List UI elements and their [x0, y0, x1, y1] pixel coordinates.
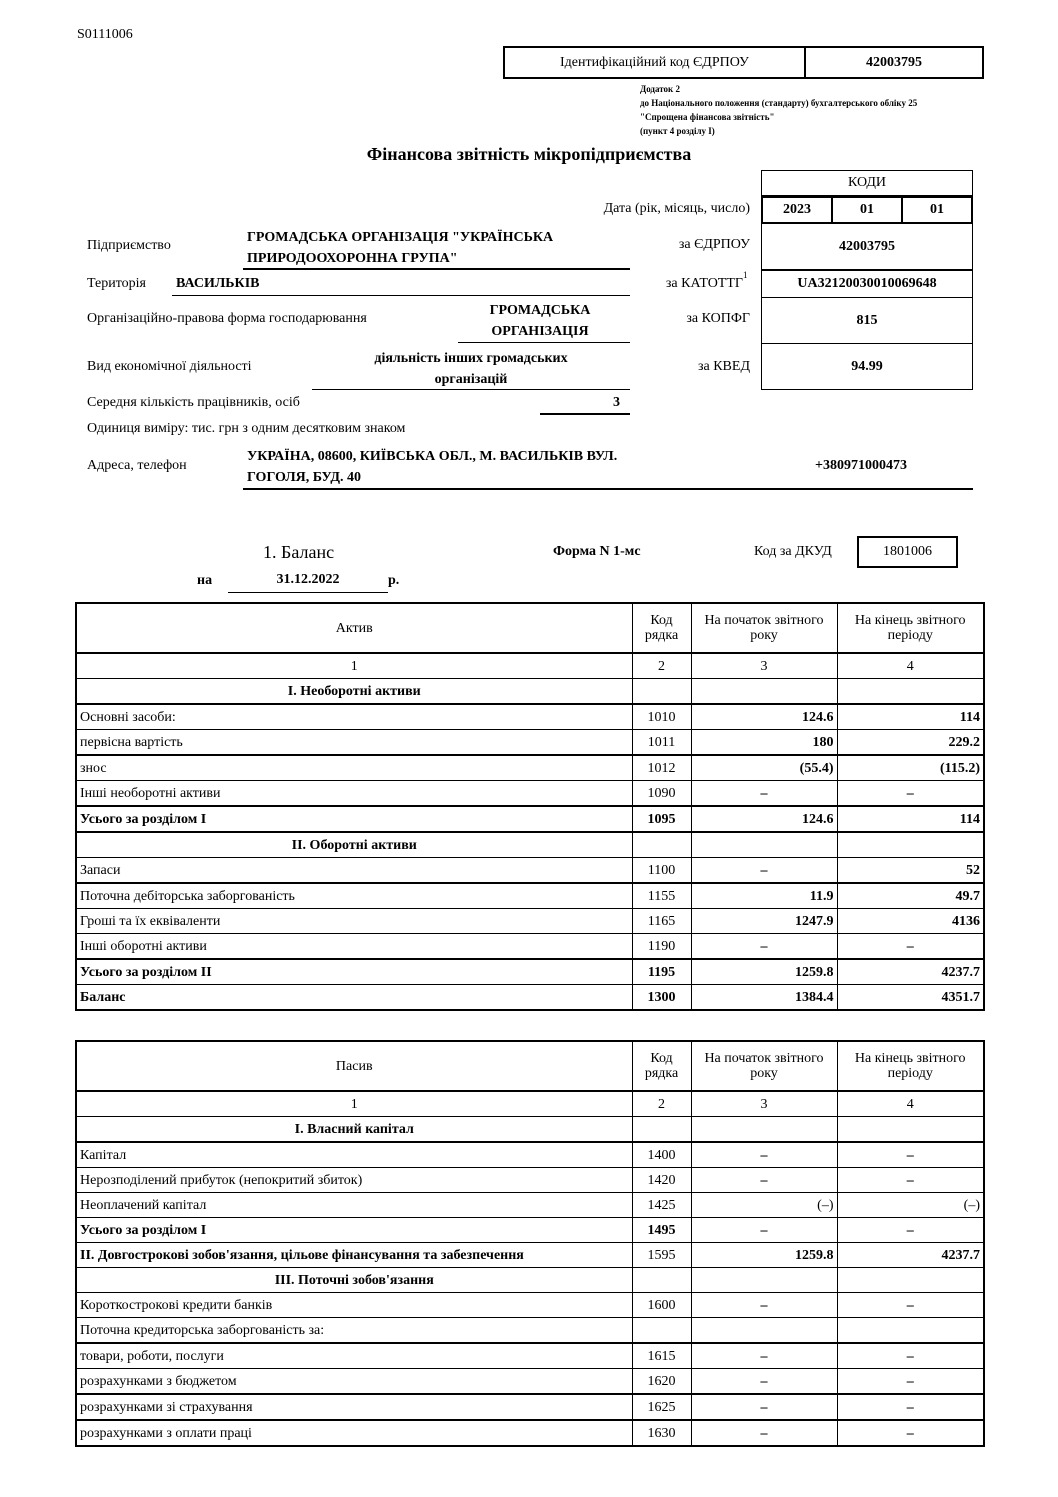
- row-start: –: [691, 781, 837, 807]
- row-end: [837, 1318, 984, 1344]
- row-end: –: [837, 781, 984, 807]
- row-start: 1247.9: [691, 909, 837, 934]
- activity-value: [312, 348, 630, 390]
- balance-date: 31.12.2022: [276, 572, 340, 587]
- header-text: періоду: [887, 628, 933, 643]
- row-label: Поточна кредиторська заборгованість за:: [76, 1318, 632, 1344]
- row-code: [632, 1117, 691, 1143]
- table-row: [76, 1318, 984, 1344]
- row-code: 1012: [632, 755, 691, 781]
- katottg-label: за КАТОТТГ: [665, 276, 743, 291]
- row-code: 1595: [632, 1243, 691, 1268]
- assets-header-row: [76, 603, 984, 653]
- liabilities-header-row: [76, 1041, 984, 1091]
- row-end: –: [837, 1343, 984, 1369]
- table-row: [76, 730, 984, 756]
- row-start: –: [691, 934, 837, 960]
- address-line: УКРАЇНА, 08600, КИЇВСЬКА ОБЛ., М. ВАСИЛЬКІВ ВУЛ.: [247, 449, 618, 464]
- table-row: [76, 704, 984, 730]
- date-label: Дата (рік, місяць, число): [603, 201, 750, 216]
- col-number: 2: [632, 1091, 691, 1117]
- header-text: Код: [650, 1051, 673, 1066]
- page-title: [0, 144, 1058, 165]
- enterprise-underline: [243, 268, 630, 270]
- legal-form-line: ГРОМАДСЬКА: [489, 303, 591, 318]
- row-code: 1011: [632, 730, 691, 756]
- row-code: [632, 1318, 691, 1344]
- col-number: 4: [837, 1091, 984, 1117]
- activity-line: організацій: [434, 372, 508, 387]
- balance-title: 1. Баланс: [263, 542, 335, 562]
- col-number: 3: [691, 1091, 837, 1117]
- section-heading: ІІІ. Поточні зобов'язання: [76, 1268, 632, 1293]
- header-text: періоду: [887, 1066, 933, 1081]
- enterprise-name: [247, 227, 553, 269]
- col-number: 1: [76, 1091, 632, 1117]
- row-code: 1425: [632, 1193, 691, 1218]
- activity-label: Вид економічної діяльності: [87, 359, 252, 374]
- col-number: 1: [76, 653, 632, 679]
- row-code: 1100: [632, 858, 691, 884]
- header-text: року: [750, 1066, 778, 1081]
- row-end: 4351.7: [837, 985, 984, 1011]
- row-start: –: [691, 1168, 837, 1193]
- header-text: На кінець звітного: [854, 613, 966, 628]
- territory-label: Територія: [87, 276, 146, 291]
- appendix-line: (пункт 4 розділу І): [640, 126, 715, 136]
- row-end: 114: [837, 806, 984, 832]
- edrpou-box-value: 42003795: [866, 54, 922, 70]
- row-end: 52: [837, 858, 984, 884]
- row-start: [691, 832, 837, 858]
- row-code: 1420: [632, 1168, 691, 1193]
- appendix-line: Додаток 2: [640, 84, 680, 94]
- row-code: 1155: [632, 883, 691, 909]
- assets-header-activ: Актив: [76, 603, 632, 653]
- legal-form-line: ОРГАНІЗАЦІЯ: [491, 324, 589, 339]
- row-code: [632, 1268, 691, 1293]
- row-label: Запаси: [76, 858, 632, 884]
- table-row: [76, 858, 984, 884]
- assets-header-start: [691, 603, 837, 653]
- col-number: 3: [691, 653, 837, 679]
- table-row: [76, 1420, 984, 1446]
- row-start: [691, 1117, 837, 1143]
- table-row: [76, 1168, 984, 1193]
- row-label: ІІ. Довгострокові зобов'язання, цільове фінансування та забезпечення: [76, 1243, 632, 1268]
- row-end: [837, 1268, 984, 1293]
- codes-block: [761, 170, 973, 390]
- date-day: 01: [901, 196, 973, 224]
- row-code: 1190: [632, 934, 691, 960]
- row-label: Гроші та їх еквіваленти: [76, 909, 632, 934]
- table-row: [76, 1369, 984, 1395]
- enterprise-label: Підприємство: [87, 238, 171, 253]
- address-label: Адреса, телефон: [87, 458, 187, 473]
- row-start: 11.9: [691, 883, 837, 909]
- row-start: (–): [691, 1193, 837, 1218]
- row-code: 1300: [632, 985, 691, 1011]
- row-label: Баланс: [76, 985, 632, 1011]
- row-start: [691, 1268, 837, 1293]
- row-end: [837, 1117, 984, 1143]
- row-label: Усього за розділом І: [76, 1218, 632, 1243]
- row-start: –: [691, 1420, 837, 1446]
- assets-colnum-row: [76, 653, 984, 679]
- row-end: –: [837, 1293, 984, 1318]
- liabilities-header-code: [632, 1041, 691, 1091]
- row-start: (55.4): [691, 755, 837, 781]
- header-text: На початок звітного: [704, 613, 824, 628]
- row-end: [837, 679, 984, 705]
- row-end: –: [837, 1142, 984, 1168]
- table-row: [76, 1142, 984, 1168]
- row-label: Основні засоби:: [76, 704, 632, 730]
- table-row: [76, 959, 984, 985]
- table-row: [76, 883, 984, 909]
- edrpou-label: за ЄДРПОУ: [678, 237, 750, 252]
- assets-header-end: [837, 603, 984, 653]
- row-label: Усього за розділом І: [76, 806, 632, 832]
- table-row: [76, 934, 984, 960]
- col-number: 2: [632, 653, 691, 679]
- row-code: [632, 832, 691, 858]
- territory-underline: [172, 295, 630, 296]
- liabilities-table: [75, 1040, 985, 1447]
- row-start: –: [691, 858, 837, 884]
- row-end: (115.2): [837, 755, 984, 781]
- row-start: 1259.8: [691, 1243, 837, 1268]
- row-label: Інші необоротні активи: [76, 781, 632, 807]
- table-row: [76, 1268, 984, 1293]
- katottg-code: UA32120030010069648: [761, 269, 973, 298]
- row-label: товари, роботи, послуги: [76, 1343, 632, 1369]
- row-start: 1384.4: [691, 985, 837, 1011]
- row-end: 229.2: [837, 730, 984, 756]
- header-text: Код: [650, 613, 673, 628]
- row-end: 4237.7: [837, 1243, 984, 1268]
- row-label: розрахунками зі страхування: [76, 1394, 632, 1420]
- edrpou-box: [503, 46, 984, 79]
- employees-label: Середня кількість працівників, осіб: [87, 395, 300, 410]
- employees-underline: [540, 413, 630, 415]
- enterprise-name-line: ГРОМАДСЬКА ОРГАНІЗАЦІЯ "УКРАЇНСЬКА: [247, 230, 554, 245]
- row-code: 1620: [632, 1369, 691, 1395]
- row-end: 4237.7: [837, 959, 984, 985]
- row-code: 1195: [632, 959, 691, 985]
- row-start: 1259.8: [691, 959, 837, 985]
- row-start: 124.6: [691, 806, 837, 832]
- row-end: –: [837, 1420, 984, 1446]
- row-label: Короткострокові кредити банків: [76, 1293, 632, 1318]
- codes-header: КОДИ: [761, 170, 973, 196]
- activity-underline: [312, 389, 630, 390]
- row-label: Інші оборотні активи: [76, 934, 632, 960]
- row-start: –: [691, 1369, 837, 1395]
- row-end: 49.7: [837, 883, 984, 909]
- enterprise-name-line: ПРИРОДООХОРОННА ГРУПА": [247, 251, 458, 266]
- section-heading: І. Власний капітал: [76, 1117, 632, 1143]
- row-code: 1625: [632, 1394, 691, 1420]
- row-start: [691, 679, 837, 705]
- edrpou-code: 42003795: [761, 222, 973, 270]
- table-row: [76, 806, 984, 832]
- page-title-text: Фінансова звітність мікропідприємства: [366, 144, 692, 164]
- kved-label: за КВЕД: [697, 359, 750, 374]
- section-heading: І. Необоротні активи: [76, 679, 632, 705]
- row-start: –: [691, 1343, 837, 1369]
- employees-value: 3: [613, 395, 620, 410]
- row-code: [632, 679, 691, 705]
- row-code: 1600: [632, 1293, 691, 1318]
- row-end: –: [837, 1394, 984, 1420]
- appendix-note: [640, 82, 917, 138]
- row-start: [691, 1318, 837, 1344]
- table-row: [76, 1293, 984, 1318]
- dkud-value: 1801006: [857, 536, 958, 568]
- balance-year-suffix: р.: [388, 573, 400, 588]
- liabilities-header-end: [837, 1041, 984, 1091]
- row-code: 1630: [632, 1420, 691, 1446]
- row-end: 114: [837, 704, 984, 730]
- row-code: 1090: [632, 781, 691, 807]
- table-row: [76, 781, 984, 807]
- row-end: 4136: [837, 909, 984, 934]
- unit-label: Одиниця виміру: тис. грн з одним десятковим знаком: [87, 421, 406, 436]
- row-code: 1010: [632, 704, 691, 730]
- table-row: [76, 1218, 984, 1243]
- row-label: знос: [76, 755, 632, 781]
- row-end: –: [837, 1369, 984, 1395]
- balance-on-label: на: [197, 573, 213, 588]
- address-underline: [243, 488, 973, 490]
- row-end: (–): [837, 1193, 984, 1218]
- phone-value: +380971000473: [815, 458, 907, 473]
- form-number: Форма N 1-мс: [553, 544, 641, 559]
- legal-form-label: Організаційно-правова форма господарювання: [87, 311, 367, 326]
- row-code: 1495: [632, 1218, 691, 1243]
- row-label: розрахунками з оплати праці: [76, 1420, 632, 1446]
- header-text: На початок звітного: [704, 1051, 824, 1066]
- row-end: –: [837, 934, 984, 960]
- kved-code: 94.99: [761, 343, 973, 390]
- row-label: Нерозподілений прибуток (непокритий збиток): [76, 1168, 632, 1193]
- row-start: –: [691, 1218, 837, 1243]
- row-label: первісна вартість: [76, 730, 632, 756]
- table-row: [76, 909, 984, 934]
- balance-date-underline: [228, 592, 388, 593]
- row-end: –: [837, 1218, 984, 1243]
- activity-line: діяльність інших громадських: [374, 351, 568, 366]
- liabilities-colnum-row: [76, 1091, 984, 1117]
- row-code: 1615: [632, 1343, 691, 1369]
- territory-value: ВАСИЛЬКІВ: [176, 276, 260, 291]
- row-end: [837, 832, 984, 858]
- header-text: На кінець звітного: [854, 1051, 966, 1066]
- kopfg-label: за КОПФГ: [686, 311, 750, 326]
- edrpou-box-label: Ідентифікаційний код ЄДРПОУ: [505, 48, 806, 77]
- table-row: [76, 1243, 984, 1268]
- date-month: 01: [831, 196, 903, 224]
- table-row: [76, 1394, 984, 1420]
- row-label: Неоплачений капітал: [76, 1193, 632, 1218]
- row-label: Усього за розділом ІІ: [76, 959, 632, 985]
- kopfg-code: 815: [761, 297, 973, 344]
- liabilities-header-pasyv: Пасив: [76, 1041, 632, 1091]
- row-start: –: [691, 1142, 837, 1168]
- table-row: [76, 1117, 984, 1143]
- table-row: [76, 832, 984, 858]
- appendix-line: до Національного положення (стандарту) бухгалтерського обліку 25: [640, 98, 918, 108]
- address-line: ГОГОЛЯ, БУД. 40: [247, 470, 361, 485]
- table-row: [76, 1343, 984, 1369]
- row-code: 1095: [632, 806, 691, 832]
- address-value: [247, 446, 617, 488]
- appendix-line: "Спрощена фінансова звітність": [640, 112, 775, 122]
- row-label: Поточна дебіторська заборгованість: [76, 883, 632, 909]
- row-label: розрахунками з бюджетом: [76, 1369, 632, 1395]
- table-row: [76, 1193, 984, 1218]
- date-year: 2023: [761, 196, 833, 224]
- table-row: [76, 755, 984, 781]
- legal-form-underline: [458, 342, 630, 343]
- row-end: –: [837, 1168, 984, 1193]
- katottg-footnote: 1: [743, 270, 748, 280]
- row-start: –: [691, 1293, 837, 1318]
- assets-table: [75, 602, 985, 1011]
- table-row: [76, 985, 984, 1011]
- header-text: рядка: [644, 628, 679, 643]
- header-text: рядка: [644, 1066, 679, 1081]
- row-code: 1165: [632, 909, 691, 934]
- row-start: 124.6: [691, 704, 837, 730]
- row-start: 180: [691, 730, 837, 756]
- row-start: –: [691, 1394, 837, 1420]
- section-heading: ІІ. Оборотні активи: [76, 832, 632, 858]
- col-number: 4: [837, 653, 984, 679]
- row-label: Капітал: [76, 1142, 632, 1168]
- assets-header-code: [632, 603, 691, 653]
- form-code: S0111006: [77, 27, 133, 42]
- legal-form-value: [440, 300, 640, 342]
- liabilities-header-start: [691, 1041, 837, 1091]
- dkud-label: Код за ДКУД: [754, 544, 832, 559]
- header-text: року: [750, 628, 778, 643]
- table-row: [76, 679, 984, 705]
- row-code: 1400: [632, 1142, 691, 1168]
